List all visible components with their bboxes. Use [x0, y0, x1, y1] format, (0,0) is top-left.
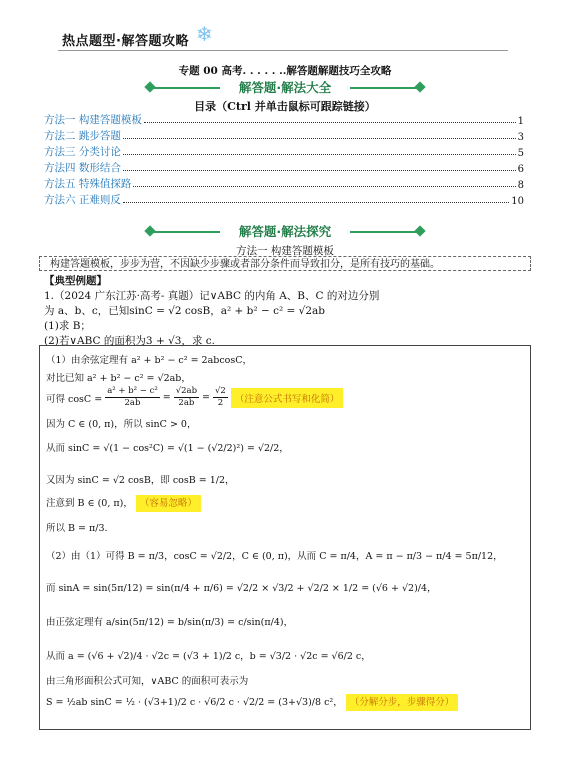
equals-sign: =	[162, 392, 171, 403]
numerator: √2ab	[175, 386, 198, 396]
solution-line: 由三角形面积公式可知，∨ABC 的面积可表示为	[46, 676, 249, 687]
solution-line-cos	[46, 386, 343, 409]
toc-title: 目录（Ctrl 并单击鼠标可跟踪链接）	[194, 100, 376, 113]
problem-question-1: (1)求 B；	[44, 320, 91, 332]
solution-line: 所以 B = π/3.	[46, 523, 108, 534]
banner-diamond-right-icon	[414, 81, 425, 92]
section-banner	[150, 222, 420, 242]
numerator: √2	[215, 386, 226, 396]
toc-link[interactable]: 方法四 数形结合	[44, 162, 121, 174]
highlight-note: （注意公式书写和化简）	[231, 388, 344, 408]
document-subtitle: 专题 00 高考. . . . . ..解答题解题技巧全攻略	[178, 65, 392, 77]
highlight-note: （分解分步，步骤得分）	[346, 694, 459, 711]
header-divider	[58, 50, 508, 51]
banner-diamond-right-icon	[414, 225, 425, 236]
solution-line: （2）由（1）可得 B = π/3，cosC = √2/2，C ∈ (0, π)，从而 C = π/4，A = π − π/3 − π/4 = 5π/12，	[46, 551, 503, 562]
section-banner	[150, 78, 420, 98]
example-heading: 【典型例题】	[44, 275, 107, 287]
toc-item[interactable]	[44, 160, 524, 175]
banner-line-right	[350, 231, 420, 233]
page-header-title: 热点题型·解答题攻略	[62, 34, 189, 49]
toc-page: 1	[517, 116, 524, 127]
toc-leader	[123, 202, 509, 203]
solution-text: 可得 cosC =	[46, 393, 103, 405]
problem-line: 1.（2024 广东江苏·高考- 真题）记∨ABC 的内角 A、B、C 的对边分别	[44, 290, 380, 302]
toc-link[interactable]: 方法二 跳步答题	[44, 130, 121, 142]
denominator: 2	[217, 398, 224, 408]
solution-text: 注意到 B ∈ (0, π)，	[46, 498, 133, 509]
toc-link[interactable]: 方法三 分类讨论	[44, 146, 121, 158]
denominator: 2ab	[124, 398, 141, 408]
solution-text: S = ½ab sinC = ½ · (√3+1)/2 c · √6/2 c · √2/2 = (3+√3)/8 c²，	[46, 697, 343, 708]
solution-line: （1）由余弦定理有 a² + b² − c² = 2abcosC，	[46, 355, 253, 366]
solution-line: 由正弦定理有 a/sin(5π/12) = b/sin(π/3) = c/sin(π/4)，	[46, 617, 294, 628]
banner-line-left	[150, 87, 220, 89]
solution-line	[46, 694, 458, 708]
solution-line	[46, 495, 201, 509]
highlight-note: （容易忽略）	[136, 495, 201, 512]
snowflake-icon: ❄	[196, 22, 213, 46]
toc-leader	[133, 186, 515, 187]
toc-page: 3	[517, 132, 524, 143]
toc-leader	[123, 154, 516, 155]
toc-page: 8	[517, 180, 524, 191]
problem-line: 为 a、b、c，已知sinC = √2 cosB，a² + b² − c² = √2ab	[44, 305, 325, 317]
method-intro-box: 构建答题模板，步步为营，不因缺少步骤或者部分条件而导致扣分，是所有技巧的基础。	[39, 256, 531, 271]
banner-line-right	[350, 87, 420, 89]
toc-link[interactable]: 方法一 构建答题模板	[44, 114, 142, 126]
toc-item[interactable]	[44, 128, 524, 143]
toc-leader	[123, 170, 516, 171]
toc-page: 10	[511, 196, 524, 207]
toc-item[interactable]	[44, 144, 524, 159]
banner-diamond-left-icon	[144, 225, 155, 236]
toc-page: 5	[517, 148, 524, 159]
fraction	[105, 386, 160, 409]
toc-item[interactable]	[44, 192, 524, 207]
numerator: a² + b² − c²	[107, 386, 158, 396]
solution-line: 因为 C ∈ (0, π)，所以 sinC > 0，	[46, 419, 197, 430]
toc-item[interactable]	[44, 176, 524, 191]
solution-line: 对比已知 a² + b² − c² = √2ab，	[46, 373, 191, 384]
method-title: 方法一 构建答题模板	[236, 245, 334, 257]
fraction	[213, 386, 228, 409]
toc-page: 6	[517, 164, 524, 175]
problem-question-2: (2)若∨ABC 的面积为3 + √3，求 c.	[44, 335, 216, 347]
toc-leader	[123, 138, 516, 139]
toc-leader	[144, 122, 516, 123]
solution-line: 从而 sinC = √(1 − cos²C) = √(1 − (√2/2)²) = √2/2，	[46, 443, 289, 454]
denominator: 2ab	[178, 398, 195, 408]
solution-line: 而 sinA = sin(5π/12) = sin(π/4 + π/6) = √2/2 × √3/2 + √2/2 × 1/2 = (√6 + √2)/4，	[46, 583, 437, 594]
banner-diamond-left-icon	[144, 81, 155, 92]
banner-title: 解答题·解法大全	[238, 80, 332, 95]
solution-line: 又因为 sinC = √2 cosB，即 cosB = 1/2，	[46, 475, 235, 486]
solution-line: 从而 a = (√6 + √2)/4 · √2c = (√3 + 1)/2 c，b = √3/2 · √2c = √6/2 c，	[46, 651, 371, 662]
toc-link[interactable]: 方法六 正难则反	[44, 194, 121, 206]
toc-item[interactable]	[44, 112, 524, 127]
fraction	[174, 386, 199, 409]
equals-sign: =	[202, 392, 211, 403]
toc-link[interactable]: 方法五 特殊值探路	[44, 178, 132, 190]
banner-title: 解答题·解法探究	[238, 224, 332, 239]
banner-line-left	[150, 231, 220, 233]
